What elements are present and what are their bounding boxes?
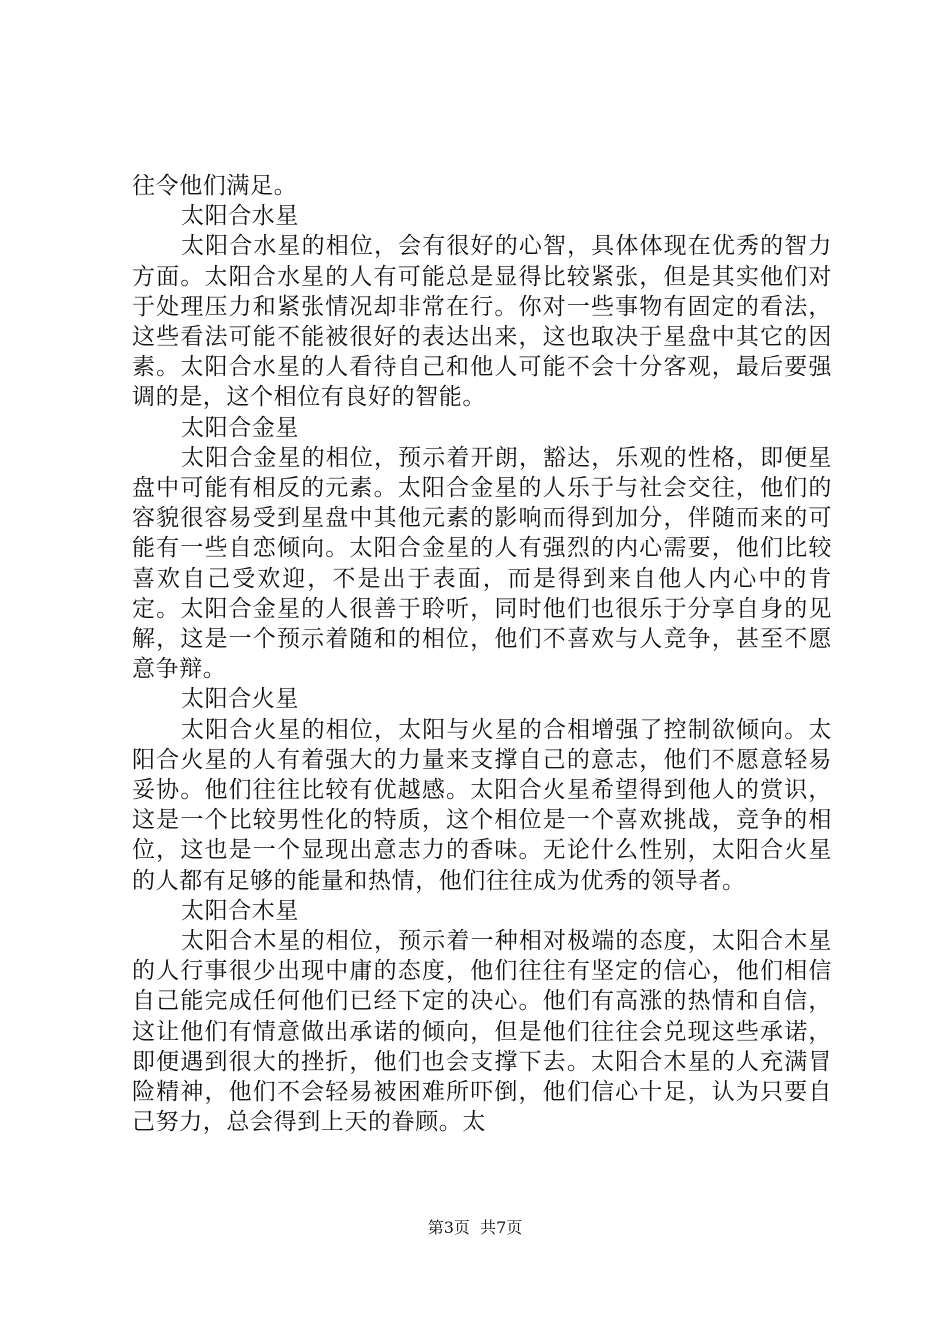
section-heading-jupiter: 太阳合木星 xyxy=(181,897,299,924)
section-heading-mars: 太阳合火星 xyxy=(181,686,299,713)
page-number-label: 第3页 共7页 xyxy=(427,1218,523,1237)
paragraph-mercury: 太阳合水星的相位，会有很好的心智，具体体现在优秀的智力方面。太阳合水星的人有可能总是显得比较紧张，但是其实他们对于处理压力和紧张情况却非常在行。你对一些事物有固定的看法，这些看法可能不能被很好的表达出来，这也取决于星盘中其它的因素。太阳合水星的人看待自己和他人可能不会十分客观，最后要强调的是，这个相位有良好的智能。 xyxy=(132,233,832,411)
page-footer xyxy=(0,1215,950,1238)
document-body xyxy=(132,171,832,1138)
section-heading-venus: 太阳合金星 xyxy=(181,414,299,441)
paragraph-jupiter: 太阳合木星的相位，预示着一种相对极端的态度，太阳合木星的人行事很少出现中庸的态度，他们往往有坚定的信心，他们相信自己能完成任何他们已经下定的决心。他们有高涨的热情和自信，这让他们有情意做出承诺的倾向，但是他们往往会兑现这些承诺，即便遇到很大的挫折，他们也会支撑下去。太阳合木星的人充满冒险精神，他们不会轻易被困难所吓倒，他们信心十足，认为只要自己努力，总会得到上天的眷顾。太 xyxy=(132,928,832,1136)
paragraph-venus: 太阳合金星的相位，预示着开朗，豁达，乐观的性格，即便星盘中可能有相反的元素。太阳合金星的人乐于与社会交往，他们的容貌很容易受到星盘中其他元素的影响而得到加分，伴随而来的可能有一些自恋倾向。太阳合金星的人有强烈的内心需要，他们比较喜欢自己受欢迎，不是出于表面，而是得到来自他人内心中的肯定。太阳合金星的人很善于聆听，同时他们也很乐于分享自身的见解，这是一个预示着随和的相位，他们不喜欢与人竞争，甚至不愿意争辩。 xyxy=(132,444,832,683)
paragraph-mars: 太阳合火星的相位，太阳与火星的合相增强了控制欲倾向。太阳合火星的人有着强大的力量来支撑自己的意志，他们不愿意轻易妥协。他们往往比较有优越感。太阳合火星希望得到他人的赏识，这是一个比较男性化的特质，这个相位是一个喜欢挑战，竞争的相位，这也是一个显现出意志力的香味。无论什么性别，太阳合火星的人都有足够的能量和热情，他们往往成为优秀的领导者。 xyxy=(132,716,832,894)
section-heading-mercury: 太阳合水星 xyxy=(181,203,299,230)
paragraph-continuation: 往令他们满足。 xyxy=(132,173,298,199)
